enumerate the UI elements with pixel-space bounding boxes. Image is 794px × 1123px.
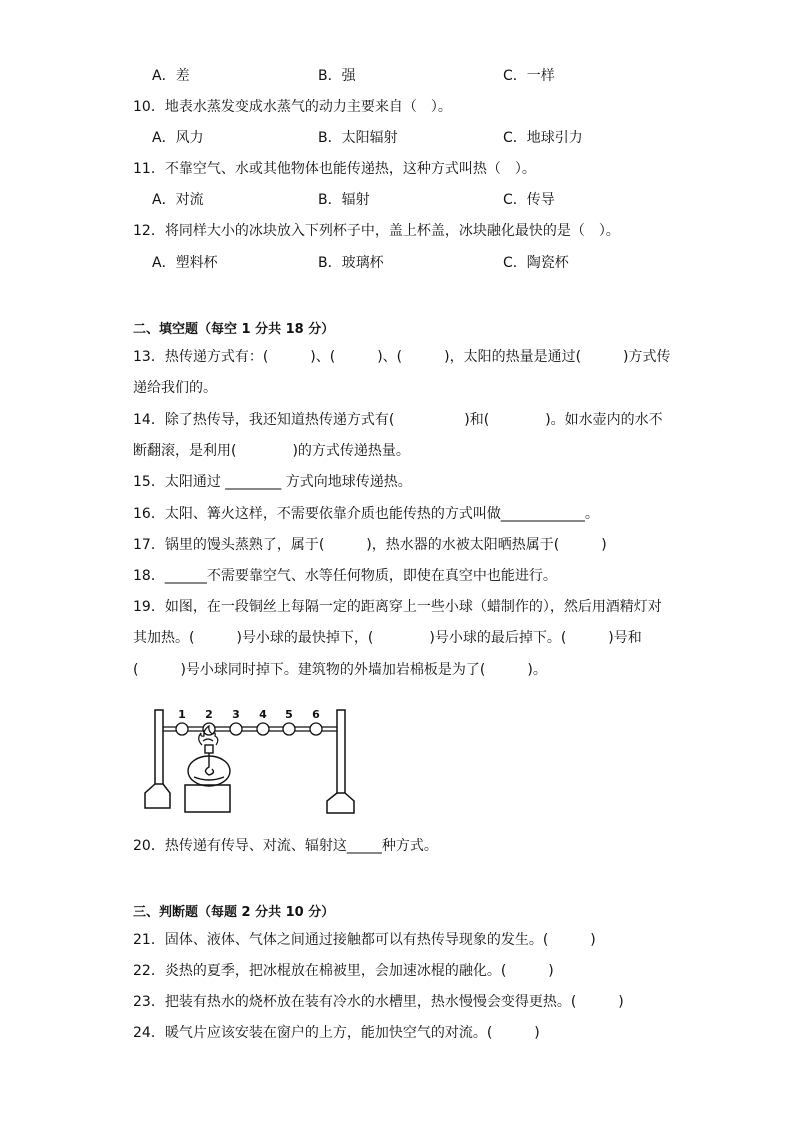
q15-text: 15．太阳通过 ________ 方式向地球传递热。 [133, 474, 412, 490]
q22-text: 22．炎热的夏季，把冰棍放在棉被里，会加速冰棍的融化。( ) [133, 963, 554, 979]
q19-line-2: 其加热。( )号小球的最快掉下，( )号小球的最后掉下。( )号和 [133, 630, 642, 646]
q23-text: 23．把装有热水的烧杯放在装有冷水的水槽里，热水慢慢会变得更热。( ) [133, 994, 624, 1010]
q24-text: 24．暖气片应该安装在窗户的上方，能加快空气的对流。( ) [133, 1025, 540, 1041]
wax-ball-4 [257, 723, 269, 735]
heat-conduction-figure [136, 703, 366, 818]
q10-option-b: B．太阳辐射 [318, 130, 398, 146]
ball-label-6: 6 [312, 708, 320, 721]
q11-option-b: B．辐射 [318, 192, 370, 208]
lamp-base-block [185, 785, 230, 812]
q11-option-c: C．传导 [503, 192, 555, 208]
q13-line-2: 递给我们的。 [133, 380, 217, 396]
q11-stem: 11．不靠空气、水或其他物体也能传递热，这种方式叫热（ ）。 [133, 161, 536, 177]
q10-option-a: A．风力 [152, 130, 204, 146]
wax-ball-6 [310, 723, 322, 735]
q14-line-1: 14．除了热传导，我还知道热传递方式有( )和( )。如水壶内的水不 [133, 412, 663, 428]
q19-line-3: ( )号小球同时掉下。建筑物的外墙加岩棉板是为了( )。 [133, 662, 547, 678]
wax-ball-1 [176, 723, 188, 735]
fill-section-heading: 二、填空题（每空 1 分共 18 分） [133, 322, 335, 337]
judge-section-heading: 三、判断题（每题 2 分共 10 分） [133, 905, 335, 920]
left-stand [145, 710, 170, 808]
ball-label-4: 4 [259, 708, 267, 721]
q9-option-b: B．强 [318, 68, 356, 84]
q13-line-1: 13．热传递方式有：( )、( )、( )，太阳的热量是通过( )方式传 [133, 349, 671, 365]
q21-text: 21．固体、液体、气体之间通过接触都可以有热传导现象的发生。( ) [133, 932, 596, 948]
q12-stem: 12．将同样大小的冰块放入下列杯子中，盖上杯盖，冰块融化最快的是（ ）。 [133, 223, 620, 239]
ball-label-5: 5 [285, 708, 293, 721]
q10-stem: 10．地表水蒸发变成水蒸气的动力主要来自（ ）。 [133, 99, 452, 115]
q14-line-2: 断翻滚，是利用( )的方式传递热量。 [133, 443, 410, 459]
q16-text: 16．太阳、篝火这样，不需要依靠介质也能传热的方式叫做____________。 [133, 506, 599, 522]
q12-option-c: C．陶瓷杯 [503, 255, 569, 271]
q18-text: 18．______不需要靠空气、水等任何物质，即使在真空中也能进行。 [133, 568, 557, 584]
q20-text: 20．热传递有传导、对流、辐射这_____种方式。 [133, 838, 438, 854]
alcohol-lamp [188, 745, 230, 786]
ball-label-1: 1 [178, 708, 186, 721]
q9-option-c: C．一样 [503, 68, 555, 84]
q12-option-a: A．塑料杯 [152, 255, 218, 271]
wax-balls [176, 723, 322, 735]
q12-option-b: B．玻璃杯 [318, 255, 384, 271]
ball-label-2: 2 [205, 708, 213, 721]
q19-line-1: 19．如图，在一段铜丝上每隔一定的距离穿上一些小球（蜡制作的），然后用酒精灯对 [133, 599, 662, 615]
wax-ball-3 [230, 723, 242, 735]
q17-text: 17．锅里的馒头蒸熟了，属于( )，热水器的水被太阳晒热属于( ) [133, 537, 607, 553]
right-stand [327, 710, 354, 813]
q9-option-a: A．差 [152, 68, 190, 84]
ball-label-3: 3 [232, 708, 240, 721]
wax-ball-5 [283, 723, 295, 735]
q10-option-c: C．地球引力 [503, 130, 583, 146]
q11-option-a: A．对流 [152, 192, 204, 208]
